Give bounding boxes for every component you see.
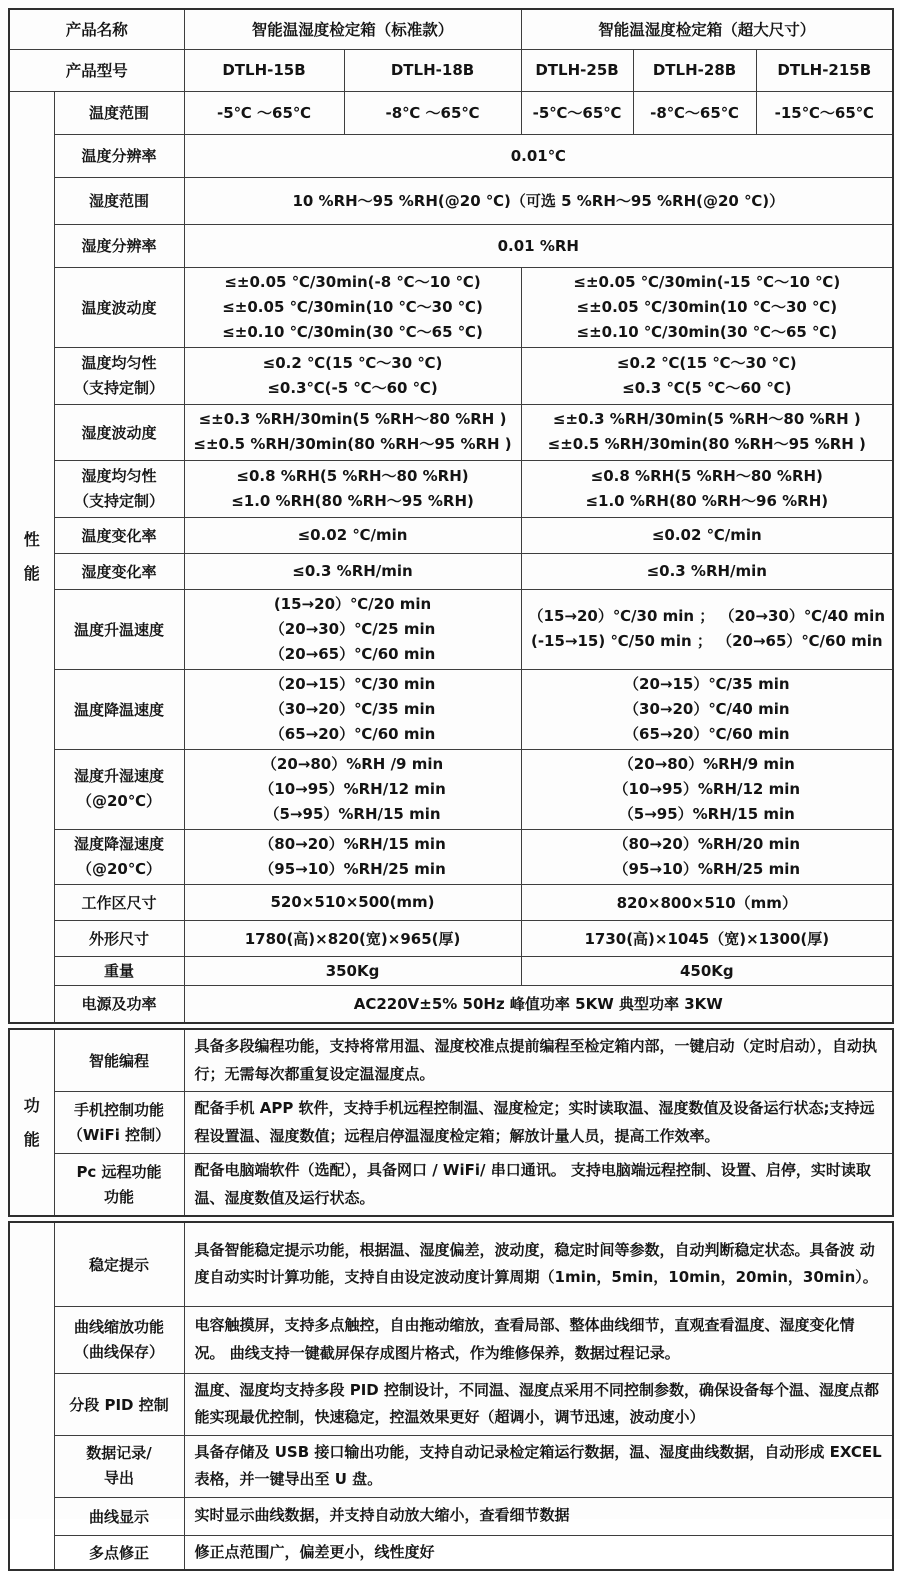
temp-fluctuation-big: ≤±0.05 ℃/30min(-15 ℃～10 ℃) ≤±0.05 ℃/30min(10 ℃～30 ℃) ≤±0.10 ℃/30min(30 ℃～65 ℃)	[521, 267, 893, 347]
temp-change-rate-big: ≤0.02 ℃/min	[521, 517, 893, 553]
row-pc-remote	[9, 1154, 893, 1217]
row-phone-control	[9, 1092, 893, 1154]
row-outer-size	[9, 920, 893, 956]
hum-fall-speed-big: （80→20）%RH/20 min （95→10）%RH/25 min	[521, 829, 893, 884]
temp-range-215b: -15℃～65℃	[756, 91, 893, 134]
hum-change-rate-label: 湿度变化率	[54, 553, 184, 589]
row-temp-cool-speed	[9, 669, 893, 749]
hum-fluctuation-std: ≤±0.3 %RH/30min(5 %RH～80 %RH ) ≤±0.5 %RH/30min(80 %RH～95 %RH )	[184, 404, 521, 460]
row-weight	[9, 956, 893, 985]
smart-programming-text: 具备多段编程功能，支持将常用温、湿度校准点提前编程至检定箱内部，一键启动（定时启动），自动执行；无需每次都重复设定温湿度点。	[184, 1029, 893, 1092]
work-size-std: 520×510×500(mm)	[184, 884, 521, 920]
spec-table-features	[8, 1221, 894, 1571]
row-temp-fluctuation	[9, 267, 893, 347]
model-dtlh-15b: DTLH-15B	[184, 49, 344, 91]
model-dtlh-25b: DTLH-25B	[521, 49, 633, 91]
model-dtlh-28b: DTLH-28B	[633, 49, 756, 91]
row-hum-fall-speed	[9, 829, 893, 884]
row-smart-programming	[9, 1029, 893, 1092]
row-work-size	[9, 884, 893, 920]
row-product-model	[9, 49, 893, 91]
power-label: 电源及功率	[54, 985, 184, 1023]
weight-std: 350Kg	[184, 956, 521, 985]
temp-cool-speed-big: （20→15）℃/35 min （30→20）℃/40 min （65→20）℃/60 min	[521, 669, 893, 749]
row-pid-control	[9, 1373, 893, 1435]
phone-control-text: 配备手机 APP 软件，支持手机远程控制温、湿度检定；实时读取温、湿度数值及设备运行状态;支持远程设置温、湿度数值；远程启停温湿度检定箱；解放计量人员，提高工作效率。	[184, 1092, 893, 1154]
section-label-empty	[9, 1222, 54, 1570]
outer-size-label: 外形尺寸	[54, 920, 184, 956]
row-temp-change-rate	[9, 517, 893, 553]
phone-control-label: 手机控制功能 （WiFi 控制）	[54, 1092, 184, 1154]
row-curve-display	[9, 1497, 893, 1535]
pid-control-label: 分段 PID 控制	[54, 1373, 184, 1435]
curve-zoom-label: 曲线缩放功能 （曲线保存）	[54, 1306, 184, 1373]
smart-programming-label: 智能编程	[54, 1029, 184, 1092]
spec-table-main	[8, 8, 894, 1024]
temp-cool-speed-std: （20→15）℃/30 min （30→20）℃/35 min （65→20）℃/60 min	[184, 669, 521, 749]
data-record-label: 数据记录/ 导出	[54, 1435, 184, 1497]
model-dtlh-215b: DTLH-215B	[756, 49, 893, 91]
row-hum-uniformity	[9, 460, 893, 517]
hum-rise-speed-label: 湿度升湿速度 （@20℃）	[54, 749, 184, 829]
temp-range-28b: -8℃～65℃	[633, 91, 756, 134]
temp-range-15b: -5℃ ～65℃	[184, 91, 344, 134]
row-hum-range	[9, 177, 893, 224]
row-hum-resolution	[9, 224, 893, 267]
section-label-performance: 性能	[9, 91, 54, 1023]
curve-display-text: 实时显示曲线数据，并支持自动放大缩小，查看细节数据	[184, 1497, 893, 1535]
spec-table-functions	[8, 1028, 894, 1217]
model-dtlh-18b: DTLH-18B	[344, 49, 521, 91]
hum-change-rate-std: ≤0.3 %RH/min	[184, 553, 521, 589]
row-temp-resolution	[9, 134, 893, 177]
hum-fluctuation-big: ≤±0.3 %RH/30min(5 %RH～80 %RH ) ≤±0.5 %RH/30min(80 %RH～95 %RH )	[521, 404, 893, 460]
temp-change-rate-std: ≤0.02 ℃/min	[184, 517, 521, 553]
row-temp-range	[9, 91, 893, 134]
product-model-label: 产品型号	[9, 49, 184, 91]
row-power	[9, 985, 893, 1023]
standard-series-title: 智能温湿度检定箱（标准款）	[184, 9, 521, 49]
work-size-label: 工作区尺寸	[54, 884, 184, 920]
temp-resolution-value: 0.01℃	[184, 134, 893, 177]
row-hum-fluctuation	[9, 404, 893, 460]
weight-big: 450Kg	[521, 956, 893, 985]
multipoint-correction-label: 多点修正	[54, 1535, 184, 1570]
hum-resolution-label: 湿度分辨率	[54, 224, 184, 267]
row-temp-heat-speed	[9, 589, 893, 669]
hum-rise-speed-std: （20→80）%RH /9 min （10→95）%RH/12 min （5→95）%RH/15 min	[184, 749, 521, 829]
hum-resolution-value: 0.01 %RH	[184, 224, 893, 267]
temp-range-25b: -5℃～65℃	[521, 91, 633, 134]
section-label-functions: 功能	[9, 1029, 54, 1216]
temp-heat-speed-label: 温度升温速度	[54, 589, 184, 669]
row-multipoint-correction	[9, 1535, 893, 1570]
temp-fluctuation-label: 温度波动度	[54, 267, 184, 347]
row-hum-change-rate	[9, 553, 893, 589]
power-value: AC220V±5% 50Hz 峰值功率 5KW 典型功率 3KW	[184, 985, 893, 1023]
product-name-label: 产品名称	[9, 9, 184, 49]
hum-change-rate-big: ≤0.3 %RH/min	[521, 553, 893, 589]
pc-remote-label: Pc 远程功能 功能	[54, 1154, 184, 1217]
hum-uniformity-big: ≤0.8 %RH(5 %RH～80 %RH) ≤1.0 %RH(80 %RH～96 %RH)	[521, 460, 893, 517]
row-hum-rise-speed	[9, 749, 893, 829]
stability-hint-text: 具备智能稳定提示功能，根据温、湿度偏差，波动度，稳定时间等参数，自动判断稳定状态。具备波 动度自动实时计算功能，支持自由设定波动度计算周期（1min，5min，10min，20min，30min）。	[184, 1222, 893, 1306]
data-record-text: 具备存储及 USB 接口输出功能，支持自动记录检定箱运行数据，温、湿度曲线数据，自动形成 EXCEL 表格，并一键导出至 U 盘。	[184, 1435, 893, 1497]
pc-remote-text: 配备电脑端软件（选配），具备网口 / WiFi/ 串口通讯。 支持电脑端远程控制、设置、启停，实时读取温、湿度数值及运行状态。	[184, 1154, 893, 1217]
temp-uniformity-label: 温度均匀性 （支持定制）	[54, 347, 184, 404]
hum-fall-speed-label: 湿度降湿速度 （@20℃）	[54, 829, 184, 884]
oversize-series-title: 智能温湿度检定箱（超大尺寸）	[521, 9, 893, 49]
temp-uniformity-big: ≤0.2 ℃(15 ℃～30 ℃) ≤0.3 ℃(5 ℃～60 ℃)	[521, 347, 893, 404]
hum-fluctuation-label: 湿度波动度	[54, 404, 184, 460]
temp-change-rate-label: 温度变化率	[54, 517, 184, 553]
row-temp-uniformity	[9, 347, 893, 404]
temp-heat-speed-big: （15→20）℃/30 min ； （20→30）℃/40 min (-15→15) ℃/50 min ； （20→65）℃/60 min	[521, 589, 893, 669]
weight-label: 重量	[54, 956, 184, 985]
temp-range-18b: -8℃ ～65℃	[344, 91, 521, 134]
hum-uniformity-std: ≤0.8 %RH(5 %RH～80 %RH) ≤1.0 %RH(80 %RH～95 %RH)	[184, 460, 521, 517]
multipoint-correction-text: 修正点范围广，偏差更小，线性度好	[184, 1535, 893, 1570]
outer-size-big: 1730(高)×1045（宽)×1300(厚)	[521, 920, 893, 956]
row-product-name	[9, 9, 893, 49]
hum-rise-speed-big: （20→80）%RH/9 min （10→95）%RH/12 min （5→95）%RH/15 min	[521, 749, 893, 829]
curve-display-label: 曲线显示	[54, 1497, 184, 1535]
stability-hint-label: 稳定提示	[54, 1222, 184, 1306]
temp-cool-speed-label: 温度降温速度	[54, 669, 184, 749]
hum-range-label: 湿度范围	[54, 177, 184, 224]
outer-size-std: 1780(高)×820(宽)×965(厚)	[184, 920, 521, 956]
temp-resolution-label: 温度分辨率	[54, 134, 184, 177]
temp-fluctuation-std: ≤±0.05 ℃/30min(-8 ℃～10 ℃) ≤±0.05 ℃/30min(10 ℃～30 ℃) ≤±0.10 ℃/30min(30 ℃～65 ℃)	[184, 267, 521, 347]
temp-uniformity-std: ≤0.2 ℃(15 ℃～30 ℃) ≤0.3℃(-5 ℃～60 ℃)	[184, 347, 521, 404]
hum-fall-speed-std: （80→20）%RH/15 min （95→10）%RH/25 min	[184, 829, 521, 884]
temp-range-label: 温度范围	[54, 91, 184, 134]
temp-heat-speed-std: (15→20）℃/20 min （20→30）℃/25 min （20→65）℃/60 min	[184, 589, 521, 669]
work-size-big: 820×800×510（mm）	[521, 884, 893, 920]
row-stability-hint	[9, 1222, 893, 1306]
row-data-record	[9, 1435, 893, 1497]
hum-uniformity-label: 湿度均匀性 （支持定制）	[54, 460, 184, 517]
hum-range-value: 10 %RH～95 %RH(@20 ℃)（可选 5 %RH～95 %RH(@20 ℃)）	[184, 177, 893, 224]
row-curve-zoom	[9, 1306, 893, 1373]
pid-control-text: 温度、湿度均支持多段 PID 控制设计，不同温、湿度点采用不同控制参数，确保设备每个温、湿度点都 能实现最优控制，快速稳定，控温效果更好（超调小，调节迅速，波动度小）	[184, 1373, 893, 1435]
curve-zoom-text: 电容触摸屏，支持多点触控，自由拖动缩放，查看局部、整体曲线细节，直观查看温度、湿度变化情况。 曲线支持一键截屏保存成图片格式，作为维修保养，数据过程记录。	[184, 1306, 893, 1373]
